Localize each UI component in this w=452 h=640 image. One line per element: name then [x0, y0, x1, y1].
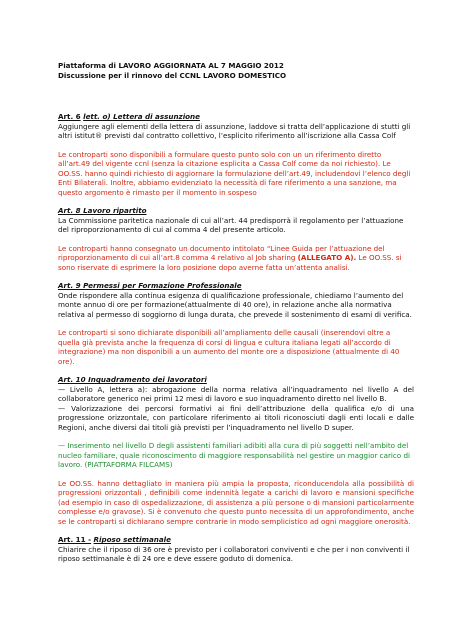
- art6-note: Le controparti sono disponibili a formulare questo punto solo con un un riferimento diretto all’art.49 del vigente ccnl (senza la citazione esplicita a Cassa Colf come da noi richiesto). Le OO.SS. hanno quindi richiesto di aggiornare la formulazione dell’art.49, includendovi l’elenco degli Enti Bilaterali. Inoltre, abbiamo evidenziato la necessità di fare riferimento a una sanzione, ma questo argomento è rimasto per il momento in sospeso: [58, 149, 411, 197]
- art6-heading: [58, 112, 414, 122]
- art11-title: Riposo settimanale: [93, 535, 171, 544]
- art9-title: Art. 9 Permessi per Formazione Professionale: [58, 281, 242, 290]
- art8-attachment-ref: (ALLEGATO A).: [297, 253, 357, 262]
- art11-text: Chiarire che il riposo di 36 ore è previsto per i collaboratori conviventi e che per i non conviventi il riposo settimanale è di 24 ore e deve essere goduto di domenica.: [58, 544, 410, 563]
- art10-item-training: — Valorizzazione dei percorsi formativi ai fini dell’attribuzione della qualifica e/o di una progressione orizzontale, con particolare riferimento ai titoli riconosciuti dagli enti locali e dalle Regioni, anche diversi dai titoli già previsti per l’inquadramento nel livello D super.: [58, 403, 414, 432]
- art8-text: La Commissione paritetica nazionale di cui all’art. 44 predisporrà il regolamento per l’attuazione del riproporzionamento di cui al comma 4 del presente articolo.: [58, 215, 404, 234]
- art9-note: Le controparti si sono dichiarate disponibili all’ampliamento delle causali (inserendovi oltre a quella già prevista anche la frequenza di corsi di lingua e cultura italiana legati all’accordo di integrazione) ma non disponibili a un aumento del monte ore a disposizione (attualmente di 40 ore).: [58, 328, 400, 366]
- art8-note: [58, 244, 414, 273]
- art11-number: Art. 11 -: [58, 535, 92, 544]
- art10-heading: [58, 375, 414, 385]
- art8-heading: [58, 206, 414, 216]
- art9-text: Onde rispondere alla continua esigenza di qualificazione professionale, chiediamo l’aumento del monte annuo di ore per formazione(attualmente di 40 ore), in relazione anche alla normativa relativa al permesso di soggiorno di lunga durata, che prevede il sostenimento di esami di verifica.: [58, 290, 412, 319]
- document-subtitle: Discussione per il rinnovo del CCNL LAVORO DOMESTICO: [58, 70, 287, 80]
- art6-title: lett. o) Lettera di assunzione: [83, 112, 200, 121]
- document-title: Piattaforma di LAVORO AGGIORNATA AL 7 MAGGIO 2012: [58, 61, 284, 70]
- art11-heading: [58, 535, 414, 545]
- art8-note-post: Le OO.SS. si sono riservate di esprimere la loro posizione dopo averne fatta un’attenta analisi.: [58, 253, 402, 272]
- art10-title: Art. 10 Inquadramento dei lavoratori: [58, 375, 207, 384]
- art8-note-pre: Le controparti hanno consegnato un documento intitolato “Linee Guida per l’attuazione del riproporzionamento di cui all’art.8 comma 4 relativo al Job sharing: [58, 243, 385, 262]
- art8-title: Art. 8 Lavoro ripartito: [58, 206, 147, 215]
- art10-item-level-a: — Livello A, lettera a): abrogazione della norma relativa all’inquadramento nel livello A del collaboratore generico nei primi 12 mesi di lavoro e suo inquadramento diretto nel livello B.: [58, 384, 414, 403]
- art10-note: Le OO.SS. hanno dettagliato in maniera più ampia la proposta, riconducendola alla possibilità di progressioni orizzontali , definibili come indennità legate a carichi di lavoro e mansioni specifiche (ad esempio in caso di ospedalizzazione, di assistenza a più persone o di mansioni particolarmente complesse e/o gravose). Si è convenuto che questo punto necessita di un approfondimento, anche se le controparti si dichiarano sempre contrarie in modo semplicistico ad ogni maggiore onerosità.: [58, 478, 414, 526]
- art10-filcams-proposal: — Inserimento nel livello D degli assistenti familiari adibiti alla cura di più soggetti nell’ambito del nucleo familiare, quale riconoscimento di maggiore responsabilità nel gestire un maggior carico di lavoro. (PIATTAFORMA FILCAMS): [58, 441, 410, 469]
- art9-heading: [58, 281, 414, 291]
- art6-number: Art. 6: [58, 112, 81, 121]
- art6-text: Aggiungere agli elementi della lettera di assunzione, laddove si tratta dell’applicazione di stutti gli altri istitut® previsti dal contratto collettivo, l’esplicito riferimento all’iscrizione alla Cassa Colf: [58, 121, 411, 140]
